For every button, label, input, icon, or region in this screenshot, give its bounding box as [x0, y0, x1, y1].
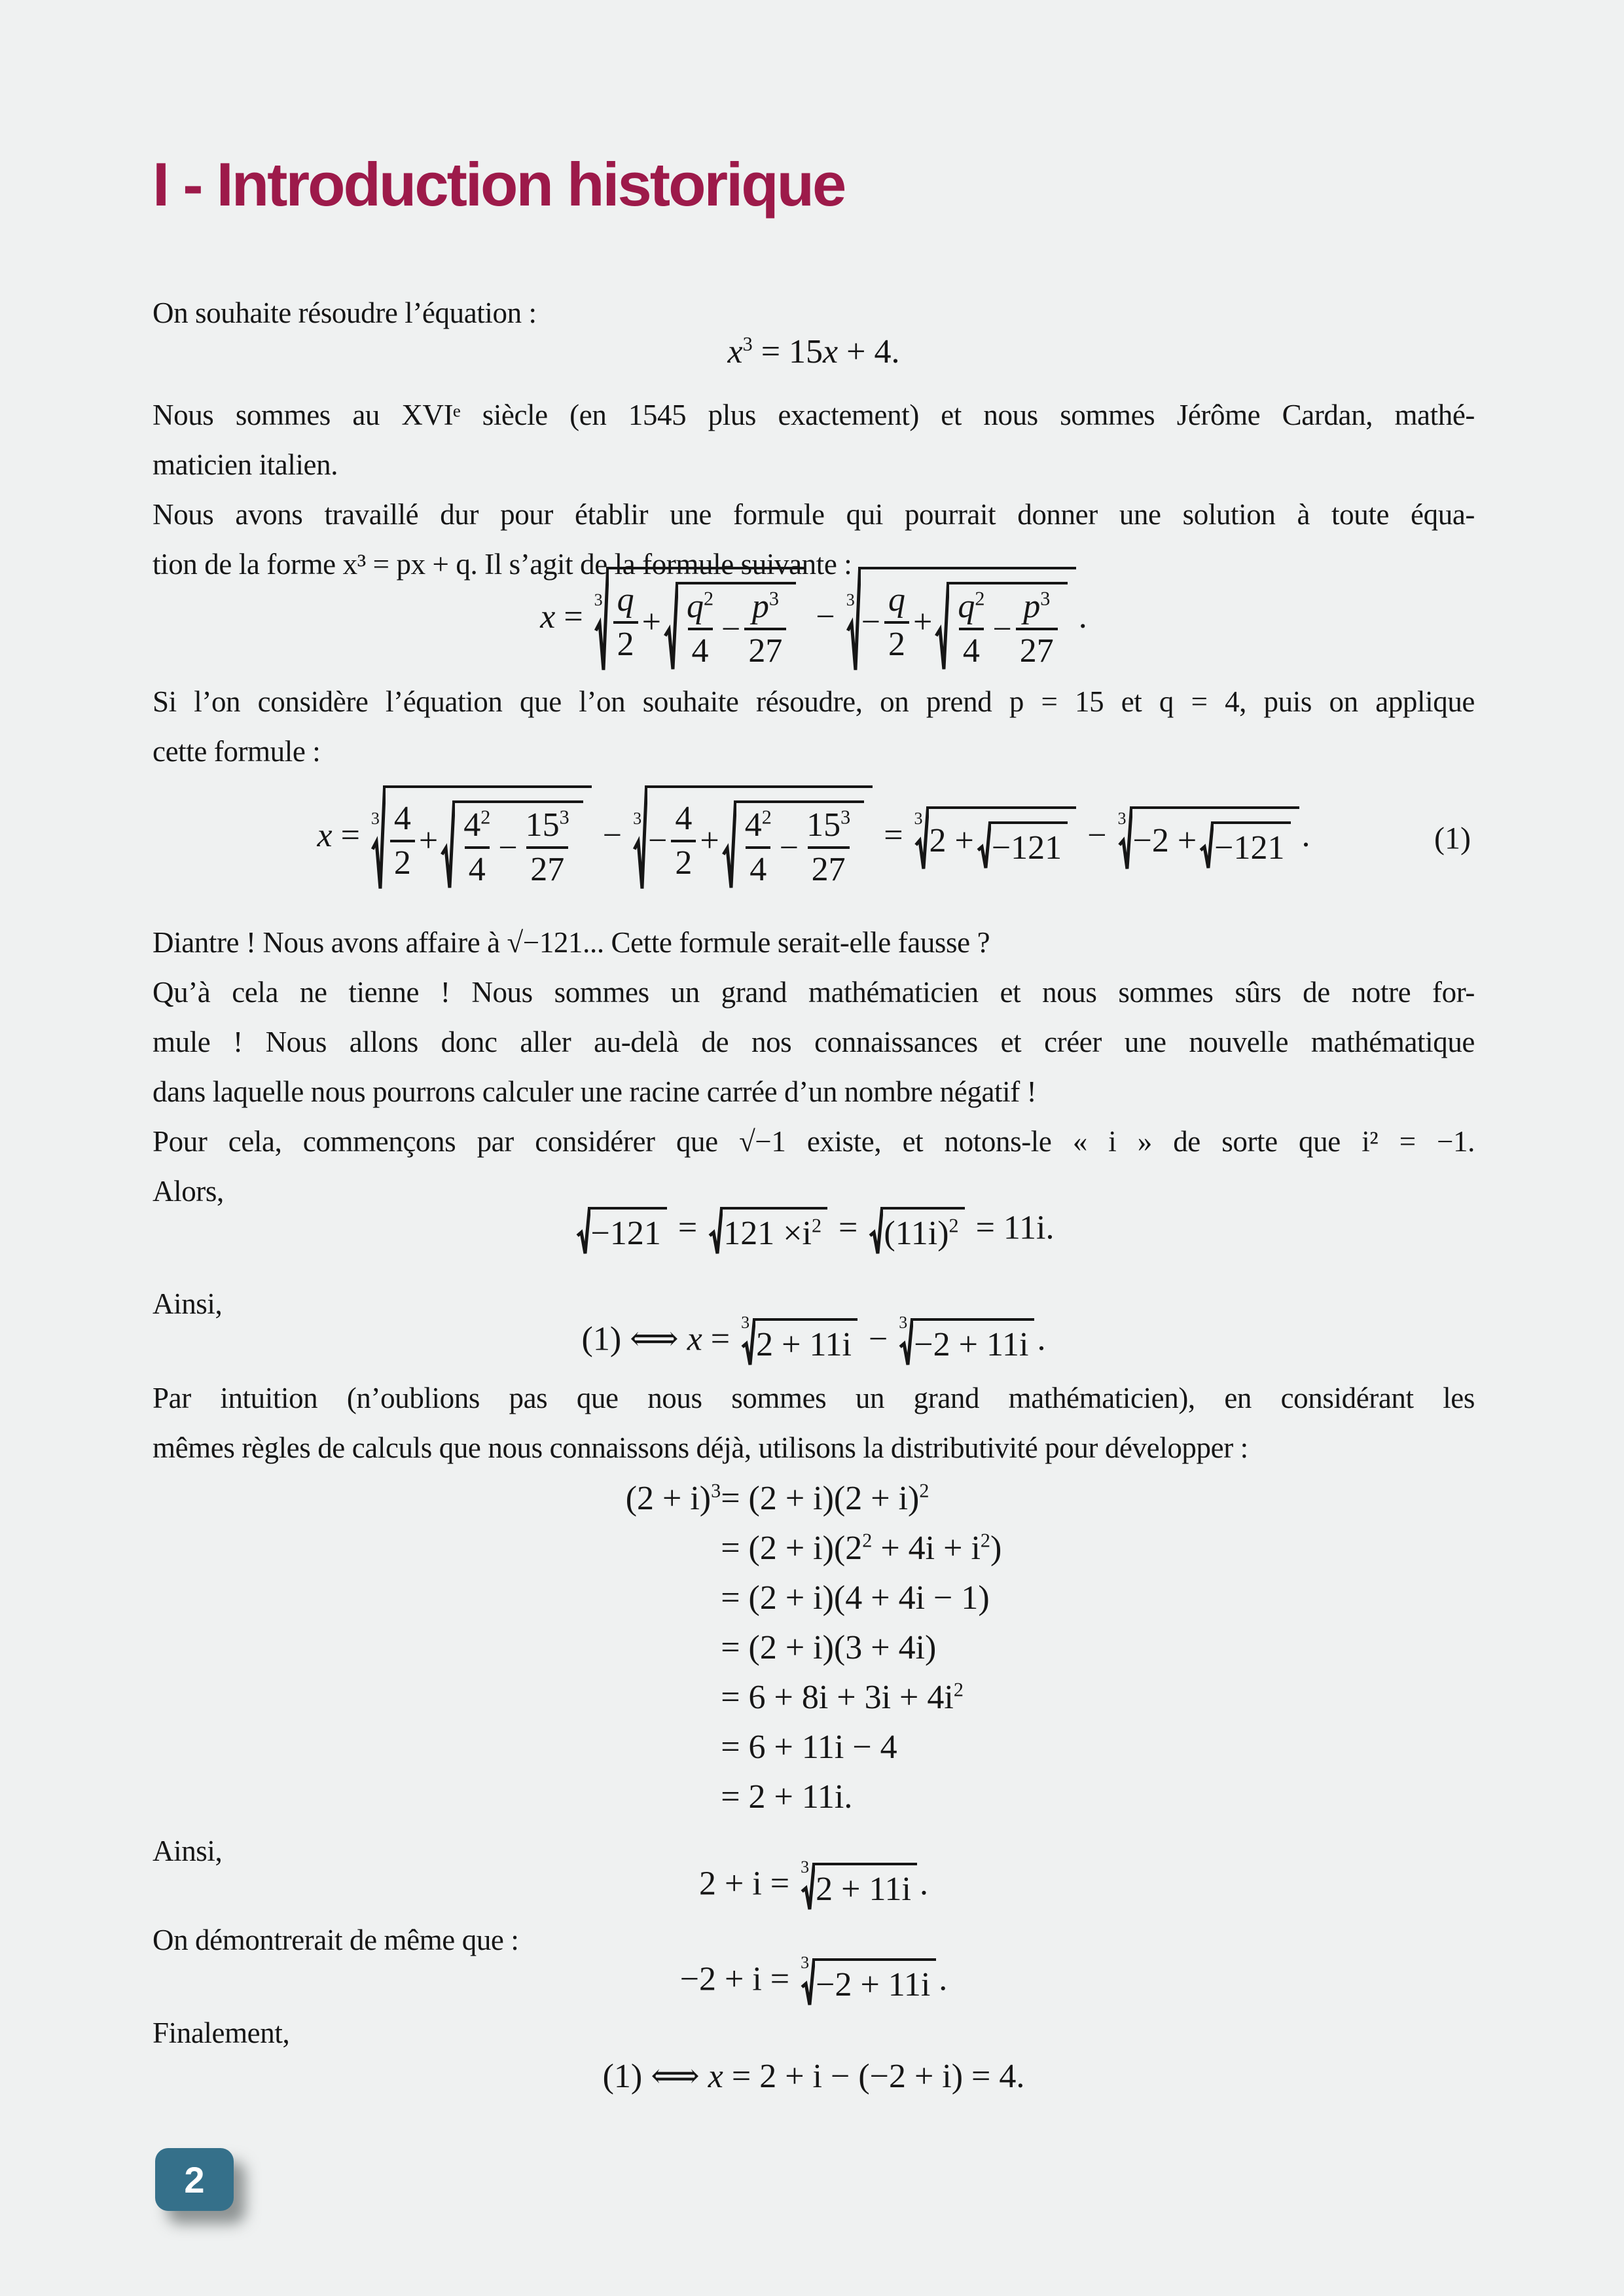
text-line: maticien italien. [153, 448, 338, 481]
math-text: = (2 + i)(3 + 4i) [721, 1629, 937, 1666]
math-text: 121 × [723, 1214, 803, 1252]
radical [977, 821, 1068, 869]
equation-final-result [153, 2056, 1475, 2096]
math-text: 2 [761, 806, 772, 829]
superscript [840, 806, 850, 829]
fraction-numerator [803, 806, 854, 846]
radicand [452, 800, 583, 890]
math-power [845, 1530, 872, 1567]
math-text: = (2 + i)(4 + 4i − 1) [721, 1579, 990, 1617]
superscript [975, 588, 984, 610]
superscript [711, 1480, 721, 1502]
math-power [944, 1679, 964, 1716]
fraction [460, 806, 494, 889]
paragraph-intuition [153, 1373, 1475, 1473]
math-text: i [802, 1214, 812, 1252]
superscript [862, 1530, 872, 1552]
root-index: 3 [801, 1952, 810, 1972]
radicand [720, 1207, 827, 1255]
radicand [588, 1207, 667, 1255]
text-line: Alors, [153, 1175, 224, 1208]
radical [664, 582, 796, 672]
equation-line-left [626, 1623, 721, 1673]
math-variable: x [727, 333, 743, 370]
math-power [958, 588, 984, 625]
math-text: (1) ⟺ [602, 2058, 708, 2095]
radicand [676, 582, 796, 672]
root-index: 3 [914, 809, 923, 829]
radical [594, 567, 805, 673]
math-power [1023, 588, 1050, 625]
paragraph-ainsi-1: Ainsi, [153, 1287, 223, 1320]
math-text: = 15 [752, 333, 823, 370]
math-text: 4 [749, 851, 767, 889]
fraction-denominator [959, 628, 984, 670]
math-text: 4 [691, 632, 709, 670]
radicand [606, 567, 805, 673]
root-index: 3 [594, 590, 603, 610]
equation-line [721, 1673, 1001, 1723]
text-line: Par intuition (n’oublions pas que nous sommes un grand mathématicien), en considérant les [153, 1382, 1475, 1414]
radical [576, 1207, 667, 1255]
math-text: −2 + [1132, 822, 1197, 860]
radical [741, 1312, 857, 1366]
math-text: 3 [1040, 587, 1051, 610]
radicand [926, 806, 1077, 870]
math-text: 2 [953, 1678, 964, 1701]
equation-cube-neg2i [153, 1952, 1475, 2006]
paragraph-application [153, 677, 1475, 776]
fraction-numerator [390, 800, 415, 840]
paragraph-intro: On souhaite résoudre l’équation : [153, 296, 537, 329]
math-variable: p [1023, 588, 1041, 625]
fraction-denominator [688, 628, 713, 670]
equation-line [721, 1573, 1001, 1623]
text-line: Diantre ! Nous avons affaire à √−121... Cette formule serait-elle fausse ? [153, 926, 990, 959]
math-power [803, 1214, 822, 1253]
fraction-numerator [954, 588, 988, 628]
math-text: 3 [559, 806, 569, 829]
root-index: 3 [846, 590, 855, 610]
math-text: − [648, 822, 668, 860]
math-text: 2 [480, 806, 491, 829]
radical [708, 1207, 827, 1255]
math-text: 3 [742, 332, 753, 355]
math-text: 3 [711, 1479, 721, 1502]
math-text: 4 [463, 806, 481, 844]
fraction-denominator [808, 846, 850, 889]
root-index: 3 [370, 809, 380, 829]
math-text: 2 [675, 844, 693, 882]
root-index: 3 [899, 1312, 908, 1332]
equation-line [721, 1474, 1001, 1524]
math-text: + 4. [838, 333, 900, 370]
math-text: − [498, 829, 518, 867]
radicand [1130, 806, 1299, 870]
math-variable: q [888, 581, 906, 619]
equation-line-left [626, 1573, 721, 1623]
math-power [884, 1214, 958, 1253]
text-line: Si l’on considère l’équation que l’on souhaite résoudre, on prend p = 15 et q = 4, puis on applique [153, 685, 1475, 718]
fraction-numerator [613, 581, 638, 621]
math-power [806, 806, 850, 844]
radicand [988, 821, 1068, 869]
math-text: (2 + i) [625, 1480, 712, 1517]
math-variable: x [708, 2058, 723, 2095]
math-power [728, 333, 753, 370]
equation-number: (1) [1434, 821, 1471, 856]
math-text: 2 [703, 587, 714, 610]
math-text: 2 [975, 587, 985, 610]
math-variable: x [540, 598, 556, 636]
math-power [463, 806, 490, 844]
fraction [744, 588, 786, 670]
math-text: 2 + 11i [756, 1325, 852, 1363]
text-line: tion de la forme x³ = px + q. Il s’agit de la formule suivante : [153, 548, 852, 581]
fraction-numerator [522, 806, 573, 846]
math-text: 4 [744, 806, 762, 844]
radical [441, 800, 583, 890]
math-text: 2 + 11i [816, 1870, 911, 1908]
equation-line-left [626, 1772, 721, 1822]
superscript [1040, 588, 1050, 610]
math-text: = [332, 817, 369, 855]
root-index: 3 [741, 1312, 750, 1332]
math-power [971, 1530, 990, 1567]
fraction-denominator [746, 846, 770, 889]
math-text: 2 [811, 1214, 822, 1237]
root-index: 3 [633, 809, 642, 829]
equation-line-left [626, 1524, 721, 1573]
math-text: − [779, 829, 799, 867]
math-text: − [861, 603, 881, 641]
text-line: Qu’à cela ne tienne ! Nous sommes un grand mathématicien et nous sommes sûrs de notre for- [153, 976, 1475, 1009]
radical [914, 806, 1077, 870]
equation-line-left [626, 1673, 721, 1723]
fraction [884, 581, 909, 664]
root-index: 3 [801, 1857, 810, 1876]
math-text: 2 [919, 1479, 929, 1502]
math-text: −121 [590, 1214, 661, 1252]
math-text: 2 [393, 844, 411, 882]
math-text: 2 [980, 1529, 990, 1552]
paragraph-pour-cela [153, 1117, 1475, 1216]
fraction-numerator [460, 806, 494, 846]
math-text: − [1079, 817, 1115, 855]
radical [371, 785, 592, 891]
math-text: − [859, 1320, 897, 1358]
equation-cube-2i [153, 1857, 1475, 1910]
math-text: 2 [888, 625, 906, 663]
math-text: −2 + i = [679, 1960, 799, 1998]
paragraph-demontrerait: On démontrerait de même que : [153, 1924, 519, 1956]
fraction-numerator [884, 581, 909, 621]
math-text: = [669, 1209, 706, 1247]
math-text: −2 + 11i [816, 1965, 931, 2003]
math-power [745, 806, 772, 844]
radicand [812, 1863, 917, 1910]
math-text: ) [990, 1530, 1002, 1567]
math-power [687, 588, 713, 625]
math-text: . [939, 1960, 948, 1998]
equation-line-left [626, 1474, 721, 1524]
math-text: = [875, 817, 912, 855]
math-text: = (2 + i) [721, 1480, 834, 1517]
paragraph-cardan [153, 390, 1475, 490]
radicand [734, 800, 864, 890]
fraction-denominator [465, 846, 490, 889]
superscript [480, 806, 490, 829]
text-line: dans laquelle nous pourrons calculer une racine carrée d’un nombre négatif ! [153, 1075, 1037, 1108]
page-number: 2 [184, 2159, 205, 2200]
math-variable: q [686, 588, 704, 625]
superscript [762, 806, 772, 829]
fraction [390, 800, 415, 882]
math-text: = (2 + i)( [721, 1530, 846, 1567]
math-text: −121 [1214, 829, 1285, 867]
math-text: −2 + 11i [914, 1325, 1029, 1363]
superscript [919, 1480, 929, 1502]
math-text: 27 [811, 851, 846, 889]
radicand [383, 785, 592, 891]
equation-line [721, 1772, 1001, 1822]
math-text: (2 + i) [833, 1480, 920, 1517]
superscript [743, 333, 753, 355]
math-power [526, 806, 569, 844]
superscript [949, 1214, 959, 1236]
fraction-numerator [748, 588, 783, 628]
math-text: (11i) [884, 1214, 949, 1252]
math-text: 2 [617, 625, 634, 663]
math-power [626, 1480, 721, 1517]
math-text: = 2 + 11i. [721, 1778, 853, 1816]
math-text: 3 [840, 806, 851, 829]
radical [722, 800, 864, 890]
math-text: 4 [962, 632, 980, 670]
math-text: 15 [525, 806, 560, 844]
radicand [753, 1318, 857, 1366]
text-line: Pour cela, commençons par considérer que √−1 existe, et notons-le « i » de sorte que i² = −1. [153, 1125, 1475, 1158]
superscript [769, 588, 779, 610]
math-text: 2 + i = [699, 1865, 799, 1903]
radicand [812, 1958, 936, 2006]
text-line: Nous sommes au XVIᵉ siècle (en 1545 plus exactement) et nous sommes Jérôme Cardan, mathé- [153, 399, 1475, 431]
radical [633, 785, 873, 891]
paragraph-diantre [153, 918, 1475, 1117]
radical [935, 582, 1067, 672]
math-text: = 2 + i − (−2 + i) = 4. [723, 2058, 1025, 2095]
radicand [880, 1207, 964, 1255]
fraction-denominator [526, 846, 568, 889]
equation-cubic [153, 332, 1475, 371]
math-variable: x [823, 333, 839, 370]
fraction [522, 806, 573, 889]
equation-development-block [153, 1474, 1475, 1822]
fraction-numerator [683, 588, 717, 628]
math-text: 4 [468, 851, 486, 889]
radical [899, 1312, 1034, 1366]
radicand [911, 1318, 1034, 1366]
fraction-numerator [741, 806, 776, 846]
radical [846, 567, 1076, 673]
math-text: . [1078, 598, 1087, 636]
superscript [954, 1679, 964, 1701]
text-line: mule ! Nous allons donc aller au-delà de nos connaissances et créer une nouvelle mathématique [153, 1026, 1475, 1058]
math-text: 15 [806, 806, 841, 844]
math-variable: x [687, 1320, 702, 1358]
superscript [812, 1214, 821, 1236]
math-text: 27 [748, 632, 783, 670]
fraction [741, 806, 776, 889]
math-text: + [641, 603, 661, 641]
math-variable: q [617, 581, 634, 619]
radicand [645, 785, 873, 891]
math-text: 4 [393, 799, 411, 837]
math-text: 2 + [929, 822, 974, 860]
paragraph-finalement: Finalement, [153, 2017, 290, 2049]
math-text: (1) ⟺ [581, 1320, 687, 1358]
equation-line [721, 1723, 1001, 1772]
math-text: + [418, 822, 439, 860]
math-text: 2 [845, 1530, 863, 1567]
equation-line [721, 1524, 1001, 1573]
equation-equiv-1 [153, 1312, 1475, 1366]
equation-sqrt-121 [153, 1207, 1475, 1255]
fraction-denominator [390, 840, 415, 882]
math-text: 27 [1019, 632, 1054, 670]
fraction-numerator [1019, 588, 1054, 628]
fraction [671, 800, 696, 882]
fraction [683, 588, 717, 670]
math-text: = [555, 598, 592, 636]
math-power [834, 1480, 929, 1517]
paragraph-ainsi-2: Ainsi, [153, 1835, 223, 1867]
math-text: 4 [675, 799, 693, 837]
math-text: = [702, 1320, 739, 1358]
math-variable: q [958, 588, 975, 625]
radicand [1211, 821, 1290, 869]
equation-line [721, 1623, 1001, 1673]
math-text: = 6 + 8i + 3i + 4 [721, 1679, 945, 1716]
math-text: − [807, 598, 844, 636]
math-text: − [992, 610, 1012, 648]
radicand [858, 567, 1076, 673]
math-text: 2 [862, 1529, 873, 1552]
radical [869, 1207, 964, 1255]
math-text: i [971, 1530, 981, 1567]
math-variable: x [317, 817, 333, 855]
equation-cardan-formula [153, 567, 1475, 673]
fraction-denominator [1016, 628, 1058, 670]
math-text: + 4i + [872, 1530, 971, 1567]
fraction [613, 581, 638, 664]
fraction-denominator [613, 621, 638, 664]
fraction-denominator [671, 840, 696, 882]
fraction [954, 588, 988, 670]
math-text: 2 [948, 1214, 959, 1237]
math-text: . [1301, 817, 1310, 855]
math-text: + [700, 822, 719, 860]
fraction [1016, 588, 1058, 670]
math-text: + [913, 603, 933, 641]
math-text: 3 [768, 587, 779, 610]
math-text: = 6 + 11i − 4 [721, 1729, 897, 1766]
radical [1118, 806, 1299, 870]
math-text: i [944, 1679, 954, 1716]
math-text: = 11i. [967, 1209, 1055, 1247]
math-text: − [594, 817, 631, 855]
superscript [704, 588, 713, 610]
fraction-numerator [671, 800, 696, 840]
radicand [947, 582, 1067, 672]
page-number-tab [155, 2148, 234, 2211]
section-title: I - Introduction historique [153, 150, 845, 219]
math-text: 27 [530, 851, 565, 889]
math-text: . [1037, 1320, 1046, 1358]
math-text: − [721, 610, 741, 648]
math-text: −121 [991, 829, 1062, 867]
root-index: 3 [1117, 809, 1127, 829]
fraction-denominator [884, 621, 909, 664]
radical [801, 1952, 936, 2006]
math-variable: p [751, 588, 769, 625]
superscript [981, 1530, 990, 1552]
equation-1 [153, 785, 1475, 891]
fraction [803, 806, 854, 889]
math-text: . [919, 1865, 928, 1903]
math-text: = [830, 1209, 867, 1247]
superscript [560, 806, 569, 829]
radical [1199, 821, 1290, 869]
fraction-denominator [744, 628, 786, 670]
equation-line-left [626, 1723, 721, 1772]
text-line: cette formule : [153, 735, 321, 768]
radical [801, 1857, 917, 1910]
text-line: Nous avons travaillé dur pour établir une formule qui pourrait donner une solution à toute équa- [153, 498, 1475, 531]
text-line: mêmes règles de calculs que nous connaissons déjà, utilisons la distributivité pour développer : [153, 1431, 1248, 1464]
math-power [752, 588, 779, 625]
